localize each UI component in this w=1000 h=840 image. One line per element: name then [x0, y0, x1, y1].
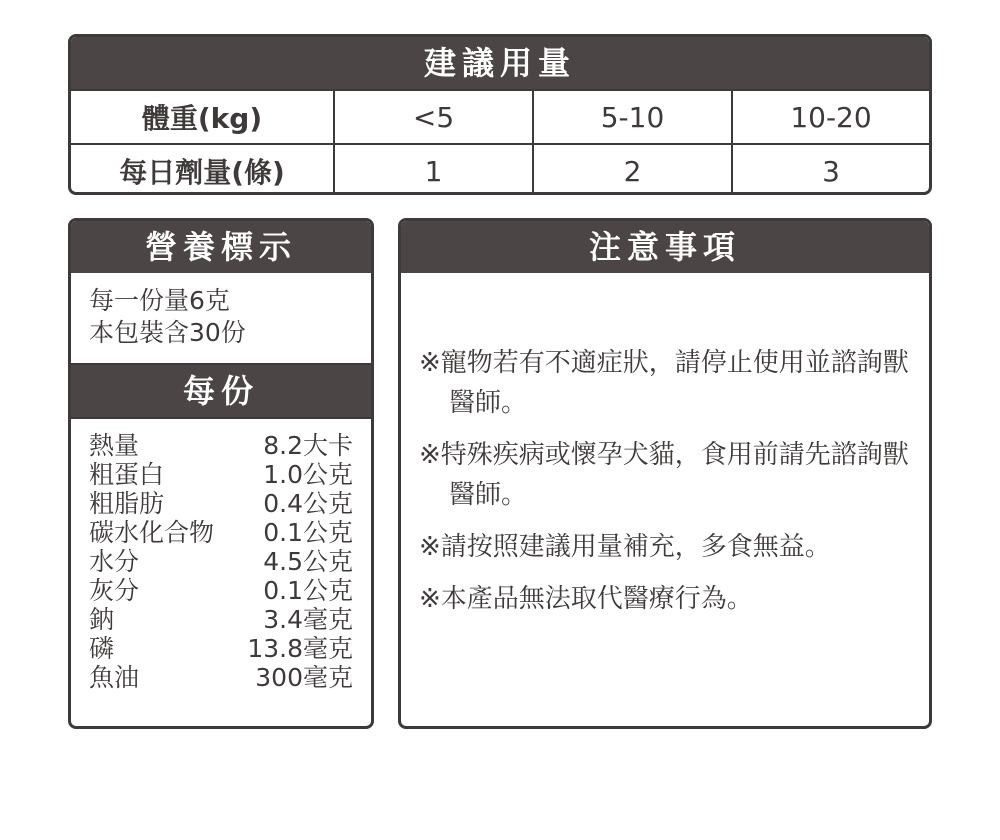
dosage-table	[68, 34, 932, 195]
nutrient-name: 粗脂肪	[89, 489, 165, 518]
nutrient-name: 粗蛋白	[89, 460, 165, 489]
nutrient-value: 300毫克	[255, 663, 353, 692]
nutrient-value: 0.4公克	[263, 489, 353, 518]
nutrition-title: 營養標示	[71, 221, 371, 273]
dose-cell: 1	[333, 145, 532, 195]
dose-cell: 3	[731, 145, 929, 195]
weight-row	[71, 89, 929, 143]
nutrient-value: 8.2大卡	[263, 431, 353, 460]
nutrient-name: 鈉	[89, 605, 115, 634]
dose-label: 每日劑量(條)	[119, 156, 285, 189]
nutrient-value: 13.8毫克	[247, 634, 353, 663]
nutrient-name: 灰分	[89, 576, 140, 605]
nutrient-name: 熱量	[89, 431, 140, 460]
servings-per-pack: 本包裝含30份	[89, 318, 246, 347]
nutrient-row	[89, 460, 353, 489]
weight-cell: 5-10	[532, 91, 731, 143]
nutrient-row	[89, 547, 353, 576]
nutrient-value: 4.5公克	[263, 547, 353, 576]
dose-row	[71, 143, 929, 195]
nutrient-value: 1.0公克	[263, 460, 353, 489]
serving-info	[71, 273, 371, 363]
notes-panel	[398, 218, 932, 729]
nutrient-value: 3.4毫克	[263, 605, 353, 634]
serving-size: 每一份量6克	[89, 286, 230, 315]
notes-title: 注意事項	[401, 221, 929, 273]
nutrient-value: 0.1公克	[263, 518, 353, 547]
weight-cell: <5	[333, 91, 532, 143]
nutrient-value: 0.1公克	[263, 576, 353, 605]
nutrient-name: 碳水化合物	[89, 518, 215, 547]
nutrient-row	[89, 518, 353, 547]
nutrient-row	[89, 431, 353, 460]
notes-list	[401, 273, 929, 619]
weight-label: 體重(kg)	[141, 102, 263, 135]
per-serving-header: 每份	[71, 363, 371, 419]
dose-cell: 2	[532, 145, 731, 195]
nutrient-row	[89, 576, 353, 605]
note-item: ※特殊疾病或懷孕犬貓，食用前請先諮詢獸醫師。	[419, 440, 909, 510]
dosage-title: 建議用量	[71, 37, 929, 89]
nutrient-row	[89, 634, 353, 663]
nutrient-name: 水分	[89, 547, 140, 576]
nutrient-row	[89, 663, 353, 692]
nutrient-name: 磷	[89, 634, 115, 663]
nutrient-row	[89, 605, 353, 634]
nutrient-list	[71, 419, 371, 692]
nutrition-panel	[68, 218, 374, 729]
note-item: ※請按照建議用量補充，多食無益。	[419, 532, 831, 562]
weight-cell: 10-20	[731, 91, 929, 143]
nutrient-name: 魚油	[89, 663, 140, 692]
nutrient-row	[89, 489, 353, 518]
note-item: ※寵物若有不適症狀，請停止使用並諮詢獸醫師。	[419, 348, 909, 418]
note-item: ※本產品無法取代醫療行為。	[419, 584, 753, 614]
